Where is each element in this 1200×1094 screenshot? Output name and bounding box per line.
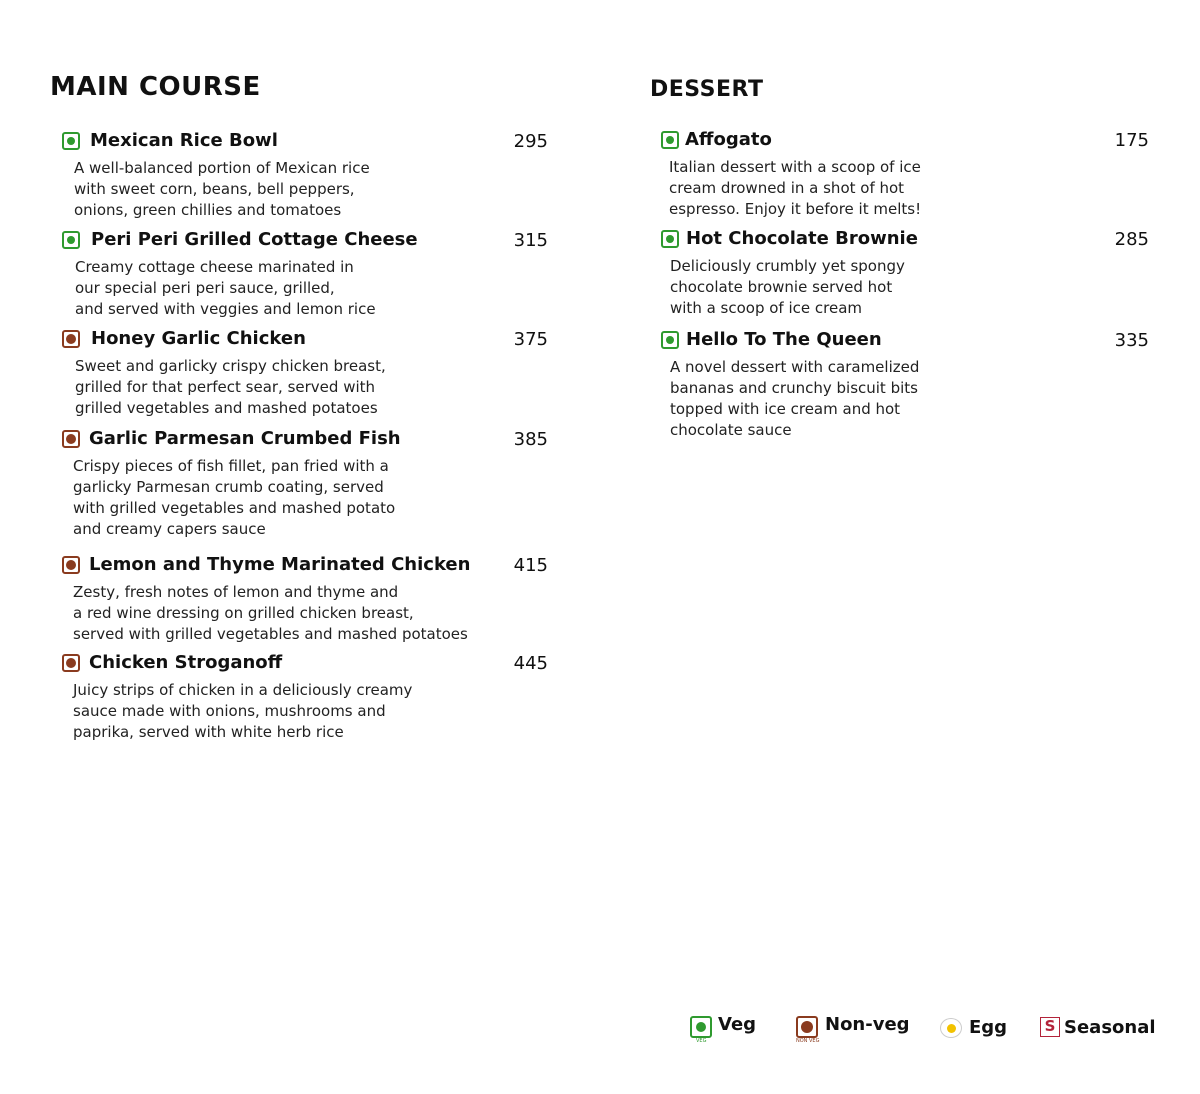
description-line: grilled for that perfect sear, served with xyxy=(75,378,376,396)
menu-item-header xyxy=(62,328,548,356)
menu-item xyxy=(661,228,1149,319)
menu-item-description xyxy=(75,257,548,320)
menu-item-price: 335 xyxy=(1114,330,1149,351)
legend-egg-label: Egg xyxy=(969,1017,1008,1038)
description-line: bananas and crunchy biscuit bits xyxy=(670,379,918,397)
menu-item-name: Mexican Rice Bowl xyxy=(90,130,278,151)
menu-item xyxy=(62,229,548,320)
veg-icon xyxy=(62,231,80,249)
menu-item-price: 285 xyxy=(1114,229,1149,250)
menu-item-price: 445 xyxy=(513,653,548,674)
description-line: our special peri peri sauce, grilled, xyxy=(75,279,335,297)
description-line: Italian dessert with a scoop of ice xyxy=(669,158,921,176)
nonveg-icon xyxy=(62,654,80,672)
menu-item-header xyxy=(62,554,548,582)
legend-veg-sub: VEG xyxy=(696,1038,707,1044)
description-line: Deliciously crumbly yet spongy xyxy=(670,257,905,275)
menu-item xyxy=(62,652,548,743)
description-line: a red wine dressing on grilled chicken breast, xyxy=(73,604,414,622)
legend-nonveg-sub: NON VEG xyxy=(796,1038,820,1044)
menu-item-price: 315 xyxy=(513,230,548,251)
legend-veg xyxy=(690,1014,770,1050)
menu-item-description xyxy=(73,582,548,645)
description-line: cream drowned in a shot of hot xyxy=(669,179,905,197)
menu-item-description xyxy=(74,158,548,221)
menu-item-name: Chicken Stroganoff xyxy=(89,652,283,673)
description-line: with a scoop of ice cream xyxy=(670,299,863,317)
description-line: chocolate sauce xyxy=(670,421,792,439)
menu-item-description xyxy=(669,157,1149,220)
dessert-title: DESSERT xyxy=(650,77,764,102)
menu-item-header xyxy=(62,652,548,680)
seasonal-icon: S xyxy=(1040,1017,1060,1037)
menu-item xyxy=(661,129,1149,220)
menu-item-price: 175 xyxy=(1114,130,1149,151)
legend-seasonal xyxy=(1040,1014,1160,1050)
description-line: Creamy cottage cheese marinated in xyxy=(75,258,354,276)
menu-item-description xyxy=(73,456,548,540)
description-line: Crispy pieces of fish fillet, pan fried with a xyxy=(73,457,389,475)
menu-item-name: Hello To The Queen xyxy=(686,329,882,350)
dessert-list xyxy=(661,129,1149,453)
veg-icon xyxy=(690,1016,712,1038)
menu-item xyxy=(62,328,548,419)
nonveg-icon xyxy=(62,430,80,448)
egg-icon xyxy=(940,1018,962,1038)
menu-item xyxy=(62,428,548,540)
description-line: with sweet corn, beans, bell peppers, xyxy=(74,180,355,198)
menu-item xyxy=(62,130,548,221)
menu-item-description xyxy=(73,680,548,743)
menu-item-header xyxy=(62,229,548,257)
nonveg-icon xyxy=(62,556,80,574)
description-line: grilled vegetables and mashed potatoes xyxy=(75,399,378,417)
menu-item-header xyxy=(62,428,548,456)
legend-nonveg-label: Non-veg xyxy=(825,1014,910,1035)
nonveg-icon xyxy=(62,330,80,348)
menu-item xyxy=(62,554,548,645)
menu-item-name: Hot Chocolate Brownie xyxy=(686,228,918,249)
menu-item-header xyxy=(661,228,1149,256)
diet-legend xyxy=(690,1014,1160,1054)
menu-item-header xyxy=(661,329,1149,357)
description-line: chocolate brownie served hot xyxy=(670,278,893,296)
menu-item-name: Peri Peri Grilled Cottage Cheese xyxy=(91,229,418,250)
menu-item-header xyxy=(661,129,1149,157)
legend-nonveg xyxy=(796,1014,916,1050)
description-line: espresso. Enjoy it before it melts! xyxy=(669,200,922,218)
menu-item-price: 295 xyxy=(513,131,548,152)
description-line: garlicky Parmesan crumb coating, served xyxy=(73,478,384,496)
description-line: Zesty, fresh notes of lemon and thyme and xyxy=(73,583,399,601)
description-line: Sweet and garlicky crispy chicken breast, xyxy=(75,357,386,375)
description-line: paprika, served with white herb rice xyxy=(73,723,344,741)
description-line: Juicy strips of chicken in a deliciously creamy xyxy=(73,681,413,699)
menu-item-name: Garlic Parmesan Crumbed Fish xyxy=(89,428,401,449)
menu-item-price: 375 xyxy=(513,329,548,350)
description-line: A well-balanced portion of Mexican rice xyxy=(74,159,370,177)
description-line: with grilled vegetables and mashed potato xyxy=(73,499,396,517)
description-line: onions, green chillies and tomatoes xyxy=(74,201,342,219)
menu-item-name: Honey Garlic Chicken xyxy=(91,328,306,349)
menu-item-header xyxy=(62,130,548,158)
description-line: A novel dessert with caramelized xyxy=(670,358,920,376)
description-line: served with grilled vegetables and mashed potatoes xyxy=(73,625,468,643)
menu-item-description xyxy=(75,356,548,419)
description-line: sauce made with onions, mushrooms and xyxy=(73,702,386,720)
menu-item-description xyxy=(670,256,1149,319)
menu-item-price: 385 xyxy=(513,429,548,450)
main-course-list xyxy=(62,130,548,754)
description-line: topped with ice cream and hot xyxy=(670,400,901,418)
legend-veg-label: Veg xyxy=(718,1014,757,1035)
legend-seasonal-label: Seasonal xyxy=(1064,1017,1156,1038)
menu-item-description xyxy=(670,357,1149,441)
main-course-title: MAIN COURSE xyxy=(50,72,261,102)
nonveg-icon xyxy=(796,1016,818,1038)
menu-item-name: Affogato xyxy=(685,129,772,150)
menu-item-price: 415 xyxy=(513,555,548,576)
veg-icon xyxy=(62,132,80,150)
veg-icon xyxy=(661,230,679,248)
menu-item-name: Lemon and Thyme Marinated Chicken xyxy=(89,554,471,575)
legend-egg xyxy=(940,1014,1020,1050)
veg-icon xyxy=(661,331,679,349)
description-line: and creamy capers sauce xyxy=(73,520,266,538)
veg-icon xyxy=(661,131,679,149)
menu-item xyxy=(661,329,1149,441)
description-line: and served with veggies and lemon rice xyxy=(75,300,376,318)
